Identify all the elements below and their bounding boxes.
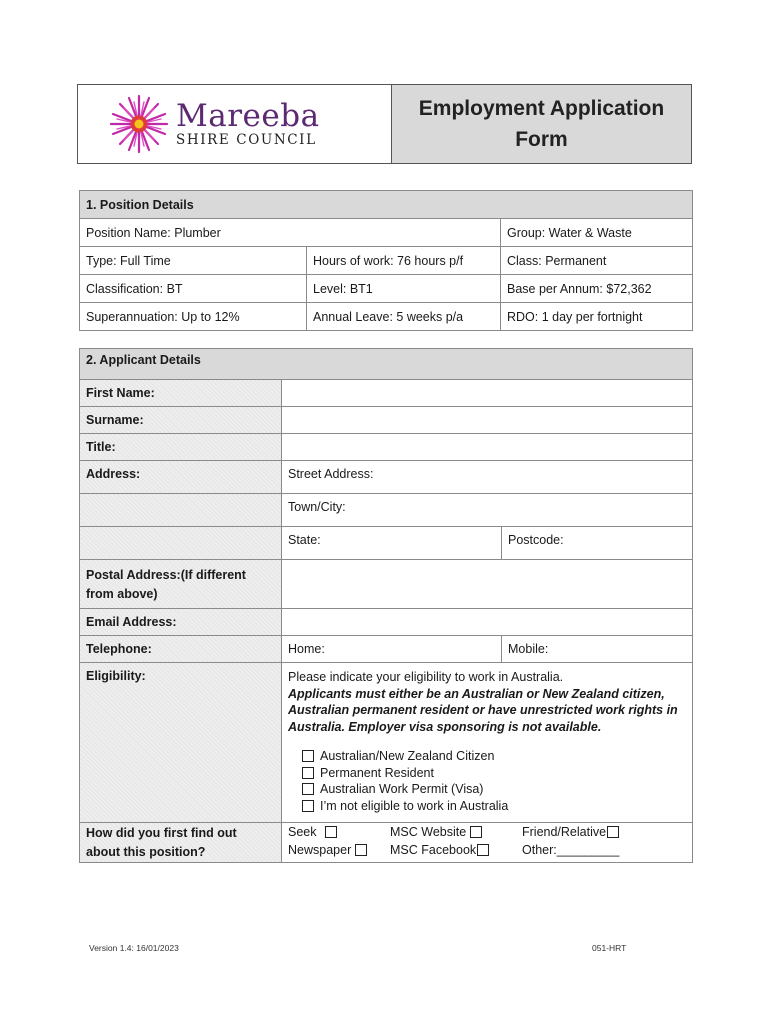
source-msc-facebook[interactable]: [390, 843, 522, 857]
logo-subtitle: SHIRE COUNCIL: [176, 131, 317, 148]
first-name-label: First Name:: [80, 380, 282, 407]
title-line-1: Employment Application: [418, 97, 665, 120]
form-header: [77, 84, 692, 164]
address-label-filler: [80, 494, 282, 527]
email-field[interactable]: [282, 609, 693, 636]
source-msc-facebook-label: MSC Facebook: [390, 843, 477, 857]
eligibility-option-label: Permanent Resident: [320, 765, 434, 780]
checkbox[interactable]: [302, 800, 314, 812]
title-field[interactable]: [282, 434, 693, 461]
position-rdo: RDO: 1 day per fortnight: [501, 303, 693, 331]
flower-logo-icon: [108, 93, 170, 155]
postal-address-label-line-1: Postal Address:(If different: [86, 568, 246, 582]
title-line-2: Form: [515, 128, 568, 151]
how-found-label-line-1: How did you first find out: [86, 826, 237, 840]
source-seek[interactable]: [288, 825, 390, 839]
page-title: [392, 85, 691, 163]
telephone-label: Telephone:: [80, 636, 282, 663]
street-address-field[interactable]: Street Address:: [282, 461, 693, 494]
source-msc-website[interactable]: [390, 825, 522, 839]
position-annual-leave: Annual Leave: 5 weeks p/a: [307, 303, 501, 331]
town-city-field[interactable]: Town/City:: [282, 494, 693, 527]
position-details-heading: 1. Position Details: [80, 191, 693, 219]
applicant-details-heading: 2. Applicant Details: [80, 349, 693, 380]
how-found-options: [282, 823, 693, 863]
postal-address-label-line-2: from above): [86, 587, 158, 601]
checkbox[interactable]: [607, 826, 619, 838]
eligibility-label: Eligibility:: [80, 663, 282, 823]
checkbox[interactable]: [470, 826, 482, 838]
position-level: Level: BT1: [307, 275, 501, 303]
state-field[interactable]: State:: [282, 527, 502, 560]
surname-label: Surname:: [80, 407, 282, 434]
checkbox[interactable]: [325, 826, 337, 838]
checkbox[interactable]: [302, 767, 314, 779]
position-superannuation: Superannuation: Up to 12%: [80, 303, 307, 331]
postcode-field[interactable]: Postcode:: [502, 527, 693, 560]
source-other[interactable]: Other:_________: [522, 843, 620, 857]
surname-field[interactable]: [282, 407, 693, 434]
logo: [78, 85, 392, 163]
position-type: Type: Full Time: [80, 247, 307, 275]
eligibility-option-label: Australian Work Permit (Visa): [320, 782, 484, 796]
eligibility-option-label: I’m not eligible to work in Australia: [320, 798, 509, 813]
source-friend-label: Friend/Relative: [522, 825, 607, 839]
checkbox[interactable]: [477, 844, 489, 856]
mobile-phone-field[interactable]: Mobile:: [502, 636, 693, 663]
logo-name: Mareeba: [176, 97, 320, 134]
eligibility-option[interactable]: [302, 765, 686, 782]
position-name: Position Name: Plumber: [80, 219, 501, 247]
first-name-field[interactable]: [282, 380, 693, 407]
source-msc-website-label: MSC Website: [390, 825, 467, 839]
how-found-label: [80, 823, 282, 863]
checkbox[interactable]: [302, 750, 314, 762]
source-newspaper[interactable]: [288, 843, 390, 857]
eligibility-option-label: Australian/New Zealand Citizen: [320, 749, 495, 763]
position-base-salary: Base per Annum: $72,362: [501, 275, 693, 303]
position-class: Class: Permanent: [501, 247, 693, 275]
postal-address-field[interactable]: [282, 560, 693, 609]
source-friend-relative[interactable]: [522, 825, 632, 839]
email-label: Email Address:: [80, 609, 282, 636]
eligibility-option[interactable]: [302, 798, 686, 815]
eligibility-section: [282, 663, 693, 823]
eligibility-option[interactable]: [302, 748, 686, 765]
eligibility-option[interactable]: [302, 781, 686, 798]
title-label: Title:: [80, 434, 282, 461]
footer-code: 051-HRT: [592, 943, 627, 953]
position-hours: Hours of work: 76 hours p/f: [307, 247, 501, 275]
postal-address-label: [80, 560, 282, 609]
how-found-label-line-2: about this position?: [86, 845, 206, 859]
eligibility-options: [302, 748, 686, 814]
applicant-details-table: [79, 348, 693, 863]
position-group: Group: Water & Waste: [501, 219, 693, 247]
source-seek-label: Seek: [288, 825, 317, 839]
checkbox[interactable]: [355, 844, 367, 856]
footer-version: Version 1.4: 16/01/2023: [89, 943, 179, 953]
checkbox[interactable]: [302, 783, 314, 795]
eligibility-intro: Please indicate your eligibility to work in Australia.: [288, 670, 564, 684]
address-label: Address:: [80, 461, 282, 494]
source-newspaper-label: Newspaper: [288, 843, 352, 857]
position-details-table: [79, 190, 693, 331]
home-phone-field[interactable]: Home:: [282, 636, 502, 663]
eligibility-note: Applicants must either be an Australian or New Zealand citizen, Australian permanent resident or have unrestricted work rights in Australia. Employer visa sponsoring is not available.: [288, 686, 678, 734]
address-label-filler: [80, 527, 282, 560]
position-classification: Classification: BT: [80, 275, 307, 303]
